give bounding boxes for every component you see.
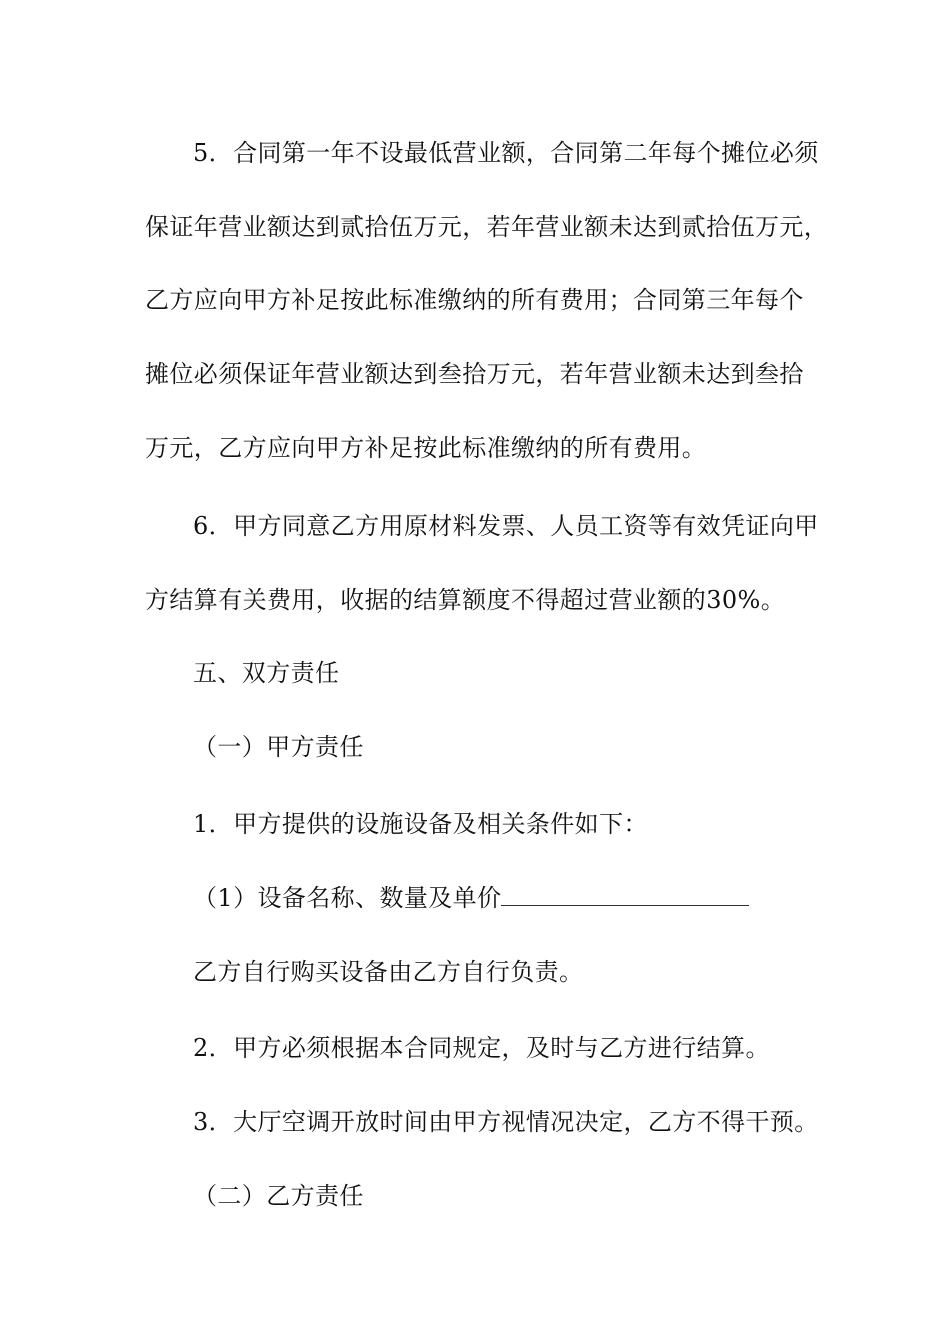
paragraph-5-line-2: 保证年营业额达到贰拾伍万元，若年营业额未达到贰拾伍万元， (145, 213, 829, 241)
self-purchase-note: 乙方自行购买设备由乙方自行负责。 (193, 958, 584, 986)
paragraph-5-line-5: 万元，乙方应向甲方补足按此标准缴纳的所有费用。 (145, 434, 707, 462)
subsection-heading-party-a: （一）甲方责任 (193, 733, 364, 761)
item-2-party-a: 2．甲方必须根据本合同规定，及时与乙方进行结算。 (193, 1034, 770, 1062)
equipment-blank-field (501, 883, 749, 906)
item-3-party-a: 3．大厅空调开放时间由甲方视情况决定，乙方不得干预。 (193, 1108, 819, 1136)
paragraph-5-line-4: 摊位必须保证年营业额达到叁拾万元，若年营业额未达到叁拾 (145, 360, 804, 388)
item-1-party-a: 1．甲方提供的设施设备及相关条件如下： (193, 810, 648, 838)
paragraph-6-line-2: 方结算有关费用，收据的结算额度不得超过营业额的30%。 (145, 586, 786, 614)
equipment-label: （1）设备名称、数量及单价 (193, 884, 502, 912)
subsection-heading-party-b: （二）乙方责任 (193, 1182, 364, 1210)
paragraph-5-line-1: 5．合同第一年不设最低营业额，合同第二年每个摊位必须 (193, 139, 819, 167)
paragraph-6-line-1: 6．甲方同意乙方用原材料发票、人员工资等有效凭证向甲 (193, 512, 819, 540)
paragraph-5-line-3: 乙方应向甲方补足按此标准缴纳的所有费用；合同第三年每个 (145, 286, 804, 314)
section-heading-responsibilities: 五、双方责任 (193, 659, 340, 687)
item-equipment-line (193, 882, 873, 914)
